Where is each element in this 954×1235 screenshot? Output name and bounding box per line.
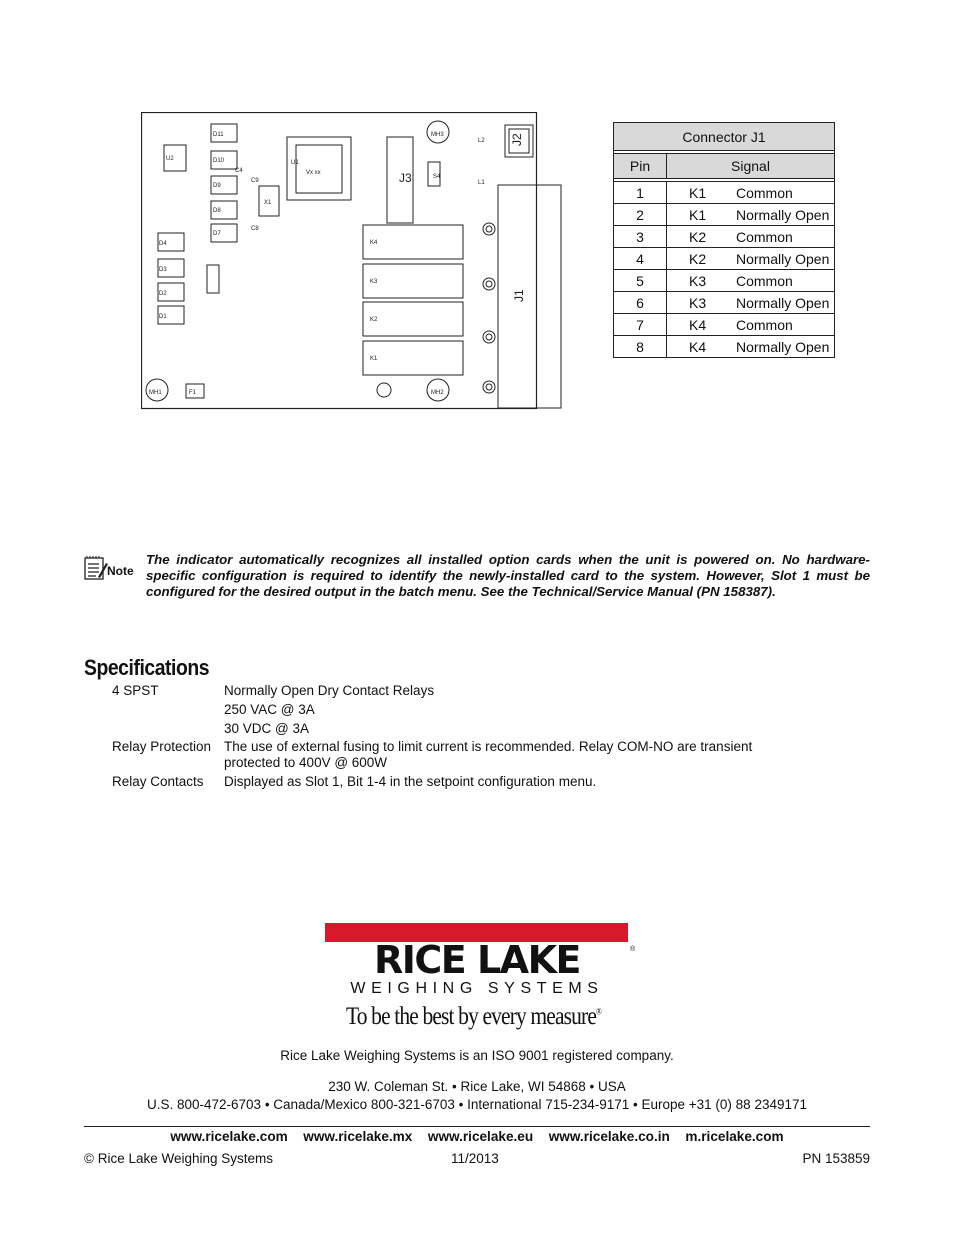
svg-text:D9: D9	[213, 183, 221, 189]
note-text: The indicator automatically recognizes all installed option cards when the unit is powered on. No hardware-specific configuration is required to identify the newly-installed card to the system. However, Slot 1 must be configured for the desired output in the batch menu. See the Technical/Service Manual (PN 158387).	[146, 552, 870, 599]
relay-cell: K2	[667, 226, 732, 248]
relay-cell: K4	[667, 314, 732, 336]
svg-text:U2: U2	[166, 156, 174, 162]
table-row	[614, 314, 835, 336]
table-row	[614, 226, 835, 248]
relay-cell: K1	[667, 204, 732, 226]
footer-divider	[84, 1126, 870, 1127]
table-row	[614, 336, 835, 358]
svg-text:C4: C4	[235, 168, 243, 174]
svg-text:F1: F1	[189, 390, 197, 396]
note-pad-icon	[84, 555, 108, 581]
website-links[interactable]: www.ricelake.com www.ricelake.mx www.ricelake.eu www.ricelake.co.in m.ricelake.com	[170, 1129, 784, 1144]
svg-text:C9: C9	[251, 178, 259, 184]
svg-text:X1: X1	[264, 200, 272, 206]
specifications-heading: Specifications	[84, 655, 210, 680]
column-header-pin: Pin	[614, 154, 667, 179]
svg-text:L1: L1	[478, 180, 485, 186]
svg-text:D4: D4	[159, 241, 167, 247]
svg-text:MH3: MH3	[431, 132, 444, 138]
table-row	[614, 204, 835, 226]
signal-cell: Common	[731, 314, 835, 336]
signal-cell: Normally Open	[731, 204, 835, 226]
pin-cell: 2	[614, 204, 667, 226]
svg-text:D10: D10	[213, 158, 225, 164]
svg-text:Vx xx: Vx xx	[306, 170, 321, 176]
svg-text:D8: D8	[213, 208, 221, 214]
pin-cell: 8	[614, 336, 667, 358]
svg-text:S4: S4	[433, 174, 441, 180]
svg-text:K1: K1	[370, 356, 378, 362]
pin-cell: 4	[614, 248, 667, 270]
svg-text:D11: D11	[213, 132, 224, 138]
spec-value: protected to 400V @ 600W	[224, 755, 388, 770]
spec-value: The use of external fusing to limit current is recommended. Relay COM-NO are transient	[224, 739, 753, 754]
svg-text:MH1: MH1	[149, 390, 162, 396]
signal-cell: Normally Open	[731, 336, 835, 358]
table-title: Connector J1	[614, 123, 835, 151]
relay-cell: K1	[667, 182, 732, 204]
signal-cell: Common	[731, 182, 835, 204]
pin-cell: 5	[614, 270, 667, 292]
signal-cell: Common	[731, 270, 835, 292]
spec-value: 250 VAC @ 3A	[224, 702, 315, 717]
svg-text:J2: J2	[510, 133, 524, 146]
company-phones: U.S. 800-472-6703 • Canada/Mexico 800-321-6703 • International 715-234-9171 • Europe +31 (0) 88 2349171	[146, 1097, 808, 1112]
logo-wordmark: RICE LAKE	[373, 938, 580, 982]
note-label: Note	[107, 564, 134, 578]
svg-text:D1: D1	[159, 314, 167, 320]
spec-value: 30 VDC @ 3A	[224, 721, 309, 736]
copyright: © Rice Lake Weighing Systems	[84, 1151, 274, 1166]
spec-value: Normally Open Dry Contact Relays	[224, 683, 435, 698]
svg-text:D3: D3	[159, 267, 167, 273]
pin-cell: 1	[614, 182, 667, 204]
signal-cell: Normally Open	[731, 248, 835, 270]
signal-cell: Normally Open	[731, 292, 835, 314]
iso-statement: Rice Lake Weighing Systems is an ISO 9001 registered company.	[280, 1048, 674, 1063]
table-row	[614, 292, 835, 314]
relay-cell: K3	[667, 270, 732, 292]
relay-cell: K2	[667, 248, 732, 270]
pin-cell: 7	[614, 314, 667, 336]
svg-text:K3: K3	[370, 279, 378, 285]
registered-mark: ®	[630, 946, 636, 953]
table-row	[614, 270, 835, 292]
svg-text:K2: K2	[370, 317, 378, 323]
table-row	[614, 182, 835, 204]
svg-text:C8: C8	[251, 226, 259, 232]
spec-label: Relay Contacts	[112, 774, 204, 789]
svg-text:MH2: MH2	[431, 390, 444, 396]
tagline-registered-mark: ®	[596, 1006, 602, 1017]
svg-text:D7: D7	[213, 231, 221, 237]
part-number: PN 153859	[802, 1151, 870, 1166]
svg-text:J3: J3	[399, 171, 412, 185]
tagline-text: To be the best by every measure	[346, 1003, 597, 1030]
spec-value: Displayed as Slot 1, Bit 1-4 in the setpoint configuration menu.	[224, 774, 597, 789]
spec-label: Relay Protection	[112, 739, 212, 754]
svg-text:J1: J1	[512, 289, 526, 302]
spec-label: 4 SPST	[112, 683, 159, 698]
relay-cell: K3	[667, 292, 732, 314]
relay-cell: K4	[667, 336, 732, 358]
svg-text:U1: U1	[291, 160, 299, 166]
svg-text:D2: D2	[159, 291, 167, 297]
pin-cell: 6	[614, 292, 667, 314]
circuit-board-diagram	[141, 112, 564, 410]
connector-j1-table	[613, 122, 835, 358]
tagline	[346, 1003, 601, 1031]
company-address: 230 W. Coleman St. • Rice Lake, WI 54868 • USA	[328, 1079, 626, 1094]
column-header-signal: Signal	[667, 154, 835, 179]
signal-cell: Common	[731, 226, 835, 248]
table-row	[614, 248, 835, 270]
logo-subtitle: WEIGHING SYSTEMS	[350, 980, 604, 997]
note-icon-group	[84, 555, 142, 585]
pin-cell: 3	[614, 226, 667, 248]
svg-text:K4: K4	[370, 240, 378, 246]
svg-text:L2: L2	[478, 138, 485, 144]
publication-date: 11/2013	[451, 1151, 499, 1166]
